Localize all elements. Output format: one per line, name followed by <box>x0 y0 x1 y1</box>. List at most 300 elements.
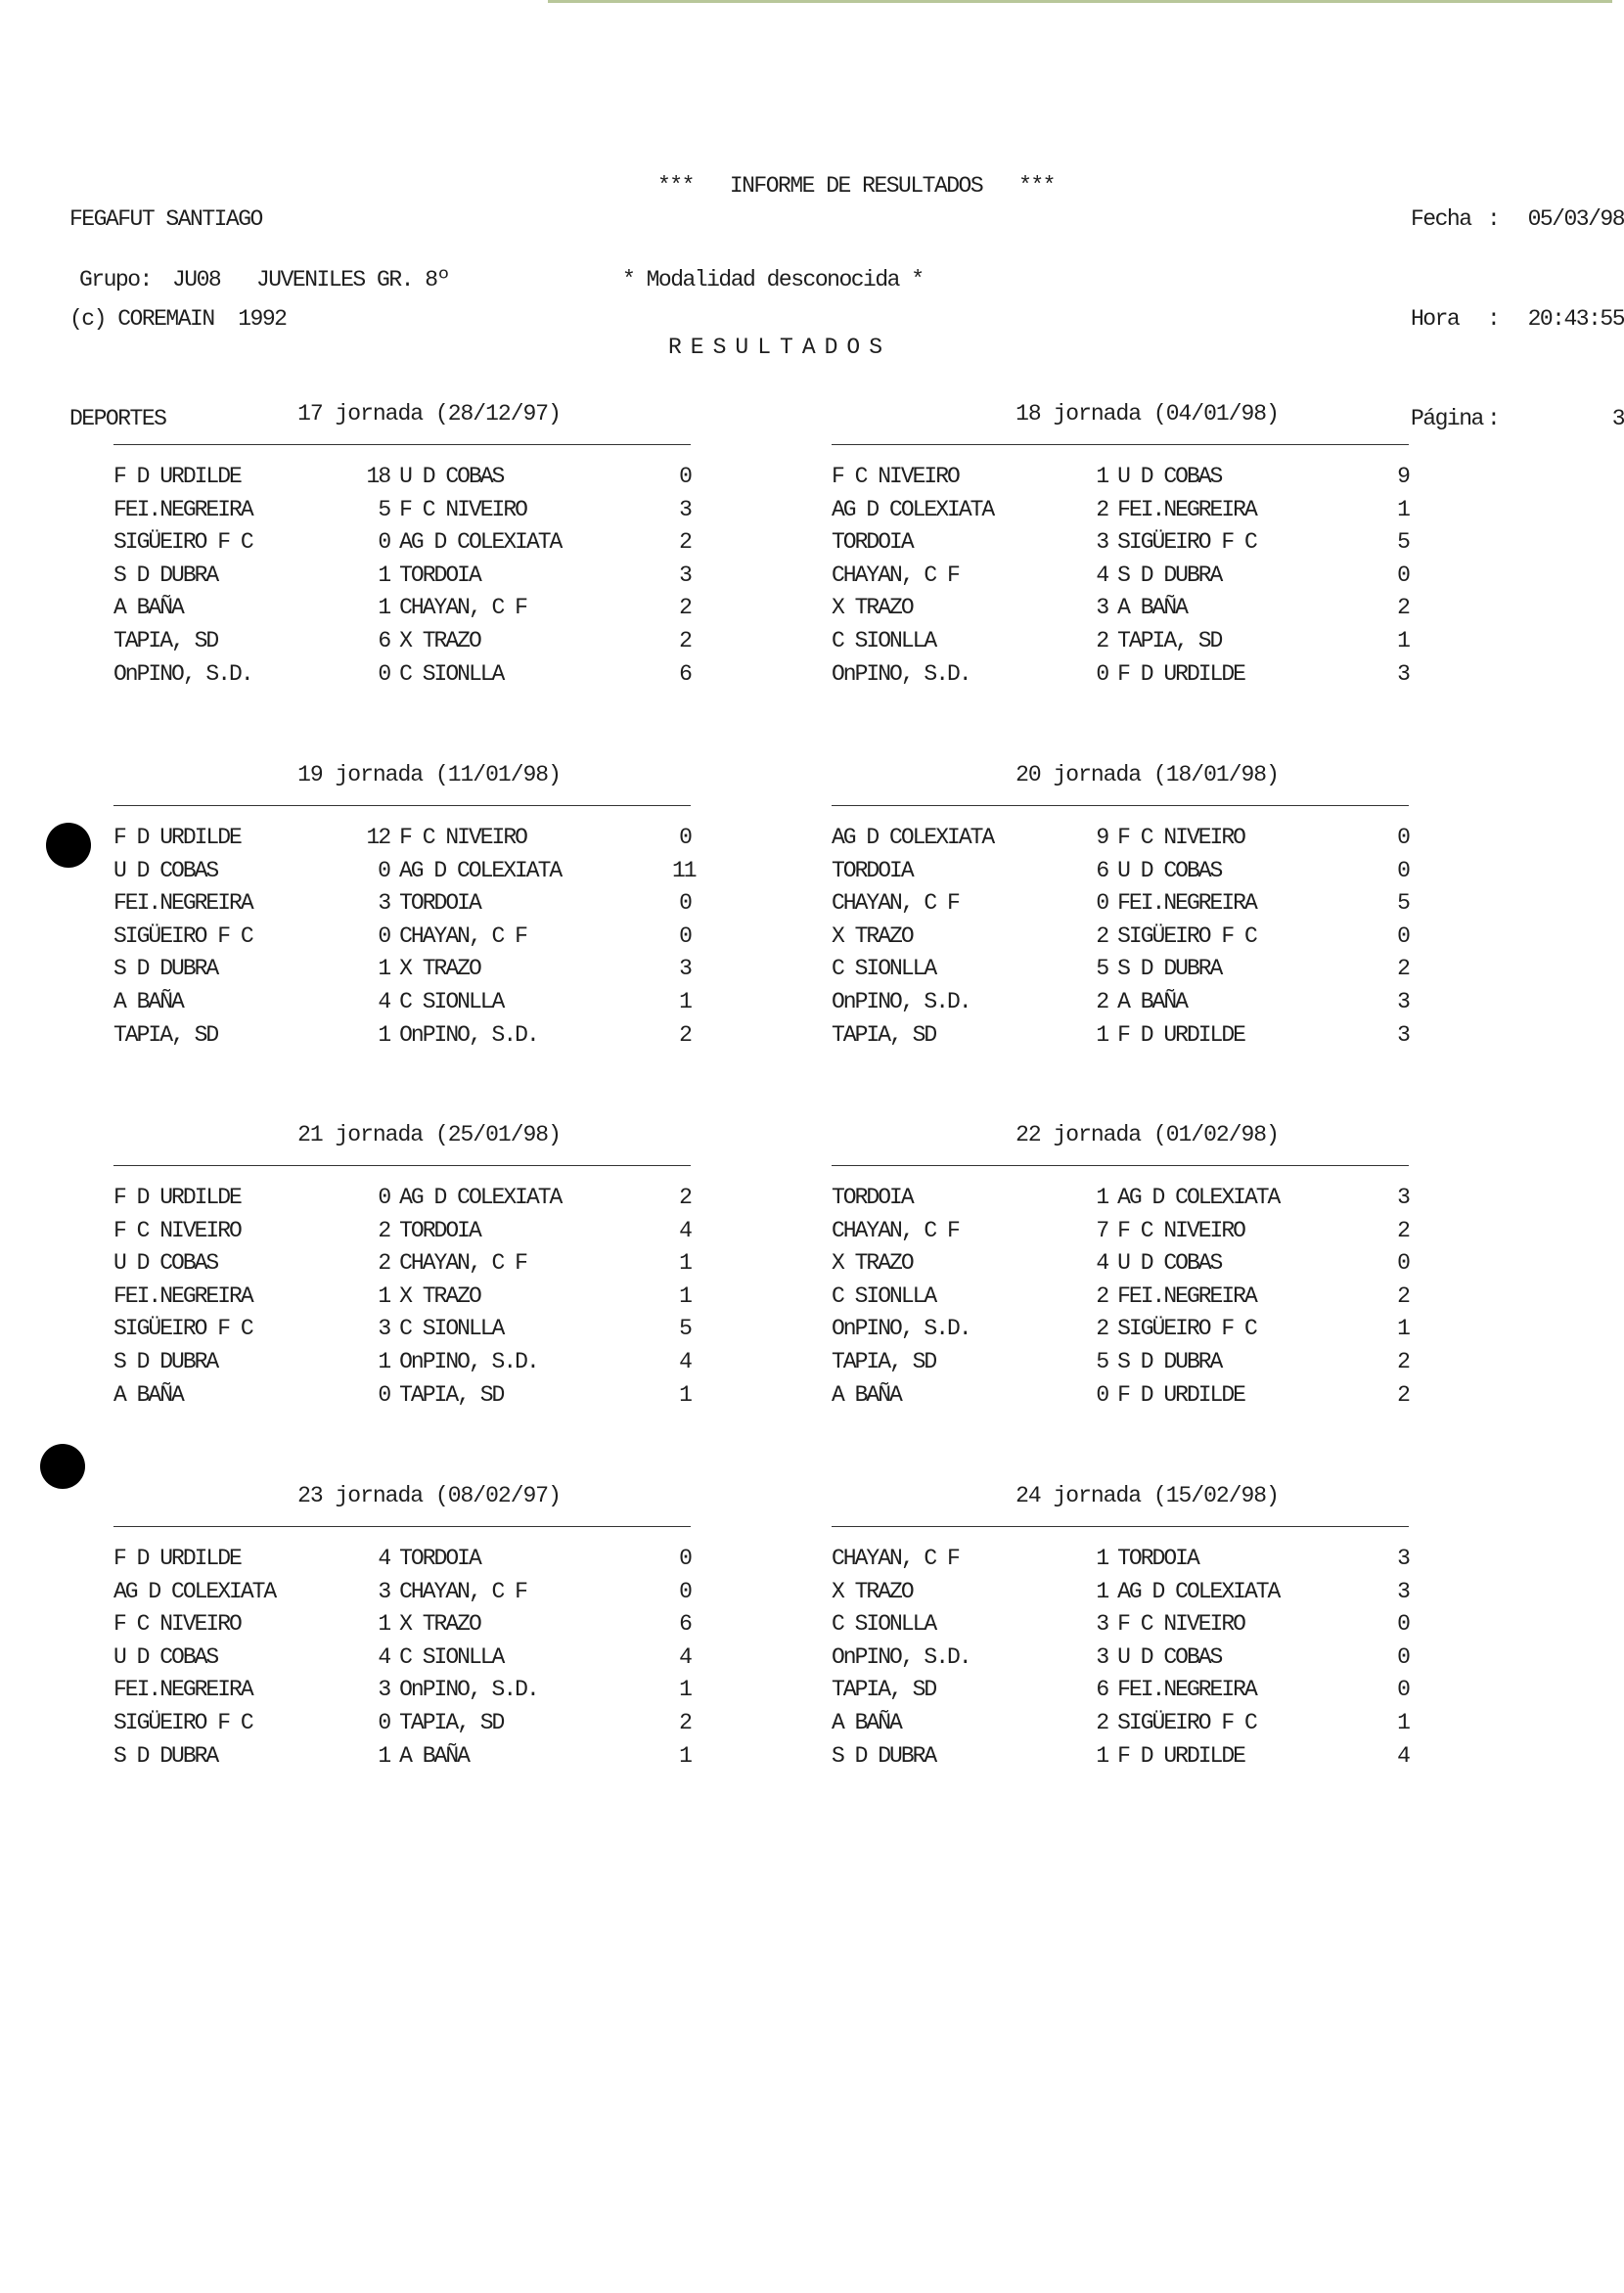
punch-hole <box>46 823 91 868</box>
away-team: TORDOIA <box>1117 1546 1198 1571</box>
away-score: 2 <box>679 627 691 653</box>
home-team: FEI.NEGREIRA <box>113 890 252 917</box>
home-score: 2 <box>1096 988 1108 1014</box>
match-row <box>832 526 1409 560</box>
home-team: C SIONLLA <box>832 627 936 653</box>
home-score: 6 <box>1096 857 1108 883</box>
home-score: 1 <box>378 595 390 621</box>
round-title: 22 jornada (01/02/98) <box>1015 1122 1279 1147</box>
away-team: C SIONLLA <box>399 1643 504 1670</box>
home-score: 0 <box>1096 1381 1108 1408</box>
home-score: 1 <box>1096 1021 1108 1048</box>
round-divider <box>832 1526 1409 1527</box>
away-team: SIGÜEIRO F C <box>1117 529 1256 556</box>
meta-separator: : <box>1487 206 1500 232</box>
match-row <box>832 887 1409 921</box>
home-score: 0 <box>378 857 389 883</box>
away-team: TAPIA, SD <box>399 1381 504 1408</box>
round-block <box>113 1118 691 1412</box>
home-score: 6 <box>1096 1677 1108 1703</box>
home-team: F C NIVEIRO <box>832 464 959 489</box>
match-row <box>113 1707 691 1740</box>
match-row <box>113 986 691 1019</box>
home-score: 0 <box>378 529 390 556</box>
home-score: 0 <box>378 1709 390 1735</box>
home-score: 4 <box>378 1546 390 1571</box>
modality-note: * Modalidad desconocida * <box>622 267 924 292</box>
home-team: C SIONLLA <box>832 956 936 982</box>
home-score: 4 <box>1096 562 1108 588</box>
round-block <box>113 397 691 691</box>
away-score: 2 <box>1397 1348 1409 1374</box>
away-score: 4 <box>679 1348 691 1374</box>
away-score: 3 <box>1397 1546 1409 1571</box>
home-team: CHAYAN, C F <box>832 562 959 588</box>
match-row <box>113 592 691 625</box>
home-score: 1 <box>378 1282 390 1309</box>
home-score: 2 <box>1096 1282 1108 1309</box>
match-row <box>113 1608 691 1641</box>
away-team: U D COBAS <box>1117 464 1222 489</box>
group-code: JU08 <box>172 267 221 292</box>
away-score: 0 <box>1397 562 1409 588</box>
away-team: CHAYAN, C F <box>399 595 526 621</box>
round-divider <box>113 1526 691 1527</box>
round-divider <box>832 444 1409 445</box>
away-score: 11 <box>672 857 696 883</box>
round-block <box>113 1479 691 1773</box>
round-block <box>832 1479 1409 1773</box>
match-row <box>832 1247 1409 1281</box>
home-score: 2 <box>1096 922 1108 949</box>
away-team: C SIONLLA <box>399 1316 504 1342</box>
meta-time-value: 20:43:55 <box>1527 306 1624 332</box>
away-score: 6 <box>679 1611 691 1638</box>
away-score: 1 <box>1397 1316 1409 1342</box>
away-score: 6 <box>679 660 691 687</box>
home-score: 3 <box>378 1578 390 1604</box>
away-score: 5 <box>679 1316 691 1342</box>
away-score: 4 <box>679 1217 691 1243</box>
away-team: OnPINO, S.D. <box>399 1021 538 1048</box>
home-score: 9 <box>1096 825 1108 850</box>
away-team: TORDOIA <box>399 1217 480 1243</box>
away-team: OnPINO, S.D. <box>399 1677 538 1703</box>
home-team: A BAÑA <box>113 988 183 1014</box>
home-score: 4 <box>1096 1250 1108 1277</box>
match-row <box>832 625 1409 658</box>
home-score: 1 <box>1096 1185 1108 1210</box>
home-score: 3 <box>1096 1611 1108 1638</box>
match-row <box>832 560 1409 593</box>
away-team: TORDOIA <box>399 1546 480 1571</box>
away-team: F C NIVEIRO <box>1117 1611 1244 1638</box>
away-score: 0 <box>1397 825 1409 850</box>
away-team: F D URDILDE <box>1117 660 1244 687</box>
round-divider <box>832 805 1409 806</box>
away-score: 1 <box>1397 496 1409 522</box>
away-team: CHAYAN, C F <box>399 1578 526 1604</box>
meta-page-label: Página <box>1411 406 1483 431</box>
away-score: 1 <box>679 1250 691 1277</box>
home-score: 18 <box>366 464 390 489</box>
away-score: 1 <box>1397 1709 1409 1735</box>
away-team: SIGÜEIRO F C <box>1117 1316 1256 1342</box>
home-team: FEI.NEGREIRA <box>113 496 252 522</box>
match-row <box>113 1674 691 1707</box>
away-team: F C NIVEIRO <box>399 825 526 850</box>
away-team: AG D COLEXIATA <box>1117 1578 1280 1604</box>
match-row <box>832 1740 1409 1774</box>
home-score: 3 <box>1096 529 1108 556</box>
away-team: F D URDILDE <box>1117 1021 1244 1048</box>
scan-edge-line <box>548 0 1612 3</box>
home-team: S D DUBRA <box>832 1742 936 1769</box>
round-title: 19 jornada (11/01/98) <box>297 762 561 787</box>
round-title: 21 jornada (25/01/98) <box>297 1122 561 1147</box>
match-row <box>113 1019 691 1053</box>
home-team: SIGÜEIRO F C <box>113 922 252 949</box>
home-score: 0 <box>1096 890 1108 917</box>
group-name: JUVENILES GR. 8º <box>256 267 449 292</box>
home-team: CHAYAN, C F <box>832 1217 959 1243</box>
away-score: 0 <box>1397 1250 1409 1277</box>
round-divider <box>113 805 691 806</box>
away-team: C SIONLLA <box>399 988 504 1014</box>
home-score: 2 <box>1096 1709 1108 1735</box>
home-score: 2 <box>1096 1316 1108 1342</box>
away-score: 2 <box>1397 595 1409 621</box>
match-row <box>113 560 691 593</box>
home-team: C SIONLLA <box>832 1282 936 1309</box>
home-team: X TRAZO <box>832 1250 913 1277</box>
home-team: TAPIA, SD <box>113 1021 218 1048</box>
meta-date-label: Fecha <box>1411 206 1471 232</box>
away-score: 5 <box>1397 890 1409 917</box>
home-team: F C NIVEIRO <box>113 1611 241 1638</box>
match-row <box>832 1346 1409 1379</box>
away-team: F D URDILDE <box>1117 1381 1244 1408</box>
home-score: 3 <box>378 1677 390 1703</box>
round-block <box>832 397 1409 691</box>
away-score: 1 <box>679 1282 691 1309</box>
away-score: 1 <box>1397 627 1409 653</box>
away-team: U D COBAS <box>399 464 504 489</box>
match-row <box>832 1576 1409 1609</box>
home-team: F D URDILDE <box>113 1185 241 1210</box>
away-score: 2 <box>679 1185 691 1210</box>
home-team: S D DUBRA <box>113 1742 218 1769</box>
home-team: TORDOIA <box>832 857 913 883</box>
away-score: 0 <box>1397 1643 1409 1670</box>
home-score: 4 <box>378 988 390 1014</box>
home-score: 1 <box>378 1348 390 1374</box>
match-row <box>832 855 1409 888</box>
away-team: AG D COLEXIATA <box>399 1185 562 1210</box>
home-score: 2 <box>378 1217 390 1243</box>
away-score: 3 <box>679 496 691 522</box>
meta-page-value: 3 <box>1611 406 1624 431</box>
home-score: 0 <box>378 1381 390 1408</box>
away-score: 0 <box>1397 1611 1409 1638</box>
round-block <box>113 758 696 1052</box>
away-score: 2 <box>679 529 691 556</box>
home-team: OnPINO, S.D. <box>832 1316 970 1342</box>
home-team: OnPINO, S.D. <box>832 988 970 1014</box>
home-team: AG D COLEXIATA <box>113 1578 276 1604</box>
match-row <box>832 1215 1409 1248</box>
home-team: F D URDILDE <box>113 464 241 489</box>
away-team: FEI.NEGREIRA <box>1117 890 1256 917</box>
meta-date-value: 05/03/98 <box>1527 206 1624 232</box>
home-score: 5 <box>1096 956 1108 982</box>
match-row <box>832 1608 1409 1641</box>
match-row <box>113 887 691 921</box>
away-score: 0 <box>1397 857 1409 883</box>
home-score: 1 <box>1096 464 1108 489</box>
home-team: F D URDILDE <box>113 825 241 850</box>
away-team: AG D COLEXIATA <box>399 529 562 556</box>
home-team: F C NIVEIRO <box>113 1217 241 1243</box>
home-team: TAPIA, SD <box>832 1348 936 1374</box>
home-team: OnPINO, S.D. <box>113 660 252 687</box>
away-team: U D COBAS <box>1117 857 1222 883</box>
match-row <box>832 1182 1409 1215</box>
away-score: 1 <box>679 988 691 1014</box>
home-team: U D COBAS <box>113 857 218 883</box>
home-score: 6 <box>378 627 390 653</box>
away-score: 0 <box>679 825 691 850</box>
punch-hole <box>40 1444 85 1489</box>
home-team: AG D COLEXIATA <box>832 496 994 522</box>
match-row <box>832 986 1409 1019</box>
meta-separator: : <box>1487 306 1500 332</box>
home-score: 1 <box>378 1021 390 1048</box>
away-score: 0 <box>679 922 691 949</box>
home-score: 1 <box>378 1742 390 1769</box>
round-divider <box>113 1165 691 1166</box>
match-row <box>832 1019 1409 1053</box>
home-team: U D COBAS <box>113 1643 218 1670</box>
section-title: RESULTADOS <box>668 335 892 360</box>
home-team: SIGÜEIRO F C <box>113 529 252 556</box>
match-row <box>832 1641 1409 1675</box>
away-score: 2 <box>1397 956 1409 982</box>
away-team: TORDOIA <box>399 562 480 588</box>
away-team: AG D COLEXIATA <box>1117 1185 1280 1210</box>
round-title: 20 jornada (18/01/98) <box>1015 762 1279 787</box>
away-score: 3 <box>1397 1021 1409 1048</box>
away-team: X TRAZO <box>399 1282 480 1309</box>
home-score: 5 <box>378 496 390 522</box>
home-score: 7 <box>1096 1217 1108 1243</box>
away-team: S D DUBRA <box>1117 562 1222 588</box>
match-row <box>832 822 1409 855</box>
away-score: 9 <box>1397 464 1409 489</box>
match-row <box>113 921 691 954</box>
match-row <box>113 1641 691 1675</box>
home-score: 5 <box>1096 1348 1108 1374</box>
home-team: OnPINO, S.D. <box>832 1643 970 1670</box>
home-team: TAPIA, SD <box>113 627 218 653</box>
home-score: 0 <box>1096 660 1108 687</box>
away-team: A BAÑA <box>1117 988 1187 1014</box>
away-team: F C NIVEIRO <box>1117 1217 1244 1243</box>
home-score: 1 <box>1096 1742 1108 1769</box>
away-score: 3 <box>1397 660 1409 687</box>
away-team: AG D COLEXIATA <box>398 857 562 883</box>
away-score: 4 <box>679 1643 691 1670</box>
match-row <box>113 1215 691 1248</box>
home-score: 3 <box>1096 1643 1108 1670</box>
match-row <box>113 1576 691 1609</box>
home-team: CHAYAN, C F <box>832 1546 959 1571</box>
away-team: CHAYAN, C F <box>399 922 526 949</box>
away-team: S D DUBRA <box>1117 1348 1222 1374</box>
away-team: FEI.NEGREIRA <box>1117 1282 1256 1309</box>
home-team: X TRAZO <box>832 1578 913 1604</box>
home-score: 4 <box>378 1643 390 1670</box>
away-team: C SIONLLA <box>399 660 504 687</box>
round-divider <box>832 1165 1409 1166</box>
home-team: A BAÑA <box>113 1381 183 1408</box>
home-score: 0 <box>378 660 390 687</box>
away-score: 2 <box>679 595 691 621</box>
home-team: A BAÑA <box>113 595 183 621</box>
home-team: TORDOIA <box>832 529 913 556</box>
home-team: OnPINO, S.D. <box>832 660 970 687</box>
match-row <box>113 625 691 658</box>
match-row <box>113 1313 691 1346</box>
match-row <box>113 1346 691 1379</box>
home-score: 3 <box>378 1316 390 1342</box>
home-score: 0 <box>378 922 390 949</box>
away-score: 4 <box>1397 1742 1409 1769</box>
report-meta <box>1411 136 1624 469</box>
away-score: 3 <box>1397 1578 1409 1604</box>
away-team: SIGÜEIRO F C <box>1117 922 1256 949</box>
home-team: CHAYAN, C F <box>832 890 959 917</box>
match-row <box>113 1379 691 1413</box>
meta-page <box>1411 402 1624 435</box>
group-label: Grupo: <box>79 267 152 292</box>
away-score: 2 <box>679 1021 691 1048</box>
round-title: 17 jornada (28/12/97) <box>297 401 561 427</box>
away-team: X TRAZO <box>399 627 480 653</box>
home-team: X TRAZO <box>832 922 913 949</box>
match-row <box>113 822 691 855</box>
away-score: 3 <box>679 562 691 588</box>
match-row <box>113 953 691 986</box>
away-score: 5 <box>1397 529 1409 556</box>
match-row <box>832 461 1409 494</box>
home-team: TAPIA, SD <box>832 1021 936 1048</box>
home-score: 1 <box>378 956 390 982</box>
home-score: 0 <box>378 1185 390 1210</box>
home-team: FEI.NEGREIRA <box>113 1282 252 1309</box>
home-score: 2 <box>1096 627 1108 653</box>
away-score: 1 <box>679 1381 691 1408</box>
home-team: TAPIA, SD <box>832 1677 936 1703</box>
home-score: 2 <box>1096 496 1108 522</box>
home-team: AG D COLEXIATA <box>832 825 994 850</box>
round-block <box>832 758 1409 1052</box>
match-row <box>832 953 1409 986</box>
round-block <box>832 1118 1409 1412</box>
home-team: F D URDILDE <box>113 1546 241 1571</box>
home-score: 3 <box>1096 595 1108 621</box>
match-row <box>832 658 1409 692</box>
away-score: 2 <box>1397 1217 1409 1243</box>
away-team: CHAYAN, C F <box>399 1250 526 1277</box>
away-score: 2 <box>1397 1381 1409 1408</box>
match-row <box>832 1313 1409 1346</box>
round-title: 24 jornada (15/02/98) <box>1015 1483 1279 1508</box>
home-team: TORDOIA <box>832 1185 913 1210</box>
match-row <box>832 592 1409 625</box>
round-title: 23 jornada (08/02/97) <box>297 1483 561 1508</box>
organization-name: FEGAFUT SANTIAGO <box>69 206 262 232</box>
match-row <box>113 1281 691 1314</box>
home-team: SIGÜEIRO F C <box>113 1316 252 1342</box>
round-title: 18 jornada (04/01/98) <box>1015 401 1279 427</box>
away-score: 1 <box>679 1742 691 1769</box>
match-row <box>113 461 691 494</box>
home-team: S D DUBRA <box>113 956 218 982</box>
match-row <box>832 921 1409 954</box>
match-row <box>832 1543 1409 1576</box>
away-score: 0 <box>1397 1677 1409 1703</box>
away-team: F C NIVEIRO <box>1117 825 1244 850</box>
match-row <box>832 1379 1409 1413</box>
away-team: OnPINO, S.D. <box>399 1348 538 1374</box>
away-score: 0 <box>679 890 691 917</box>
home-team: C SIONLLA <box>832 1611 936 1638</box>
away-team: A BAÑA <box>399 1742 469 1769</box>
home-team: SIGÜEIRO F C <box>113 1709 252 1735</box>
away-team: A BAÑA <box>1117 595 1187 621</box>
away-team: FEI.NEGREIRA <box>1117 1677 1256 1703</box>
match-row <box>832 494 1409 527</box>
away-team: U D COBAS <box>1117 1643 1222 1670</box>
away-team: X TRAZO <box>399 956 480 982</box>
meta-separator: : <box>1487 406 1500 431</box>
away-score: 1 <box>679 1677 691 1703</box>
away-team: SIGÜEIRO F C <box>1117 1709 1256 1735</box>
home-team: S D DUBRA <box>113 1348 218 1374</box>
away-score: 3 <box>1397 988 1409 1014</box>
away-score: 0 <box>679 1546 691 1571</box>
away-score: 3 <box>679 956 691 982</box>
away-team: U D COBAS <box>1117 1250 1222 1277</box>
away-team: F C NIVEIRO <box>399 496 526 522</box>
copyright-line: (c) COREMAIN 1992 <box>69 306 287 332</box>
away-score: 0 <box>679 1578 691 1604</box>
away-score: 3 <box>1397 1185 1409 1210</box>
home-team: A BAÑA <box>832 1709 901 1735</box>
home-team: FEI.NEGREIRA <box>113 1677 252 1703</box>
home-score: 2 <box>378 1250 390 1277</box>
away-team: S D DUBRA <box>1117 956 1222 982</box>
away-score: 2 <box>1397 1282 1409 1309</box>
away-team: TAPIA, SD <box>1117 627 1222 653</box>
away-score: 0 <box>1397 922 1409 949</box>
match-row <box>113 494 691 527</box>
home-score: 1 <box>378 1611 390 1638</box>
home-team: X TRAZO <box>832 595 913 621</box>
away-team: F D URDILDE <box>1117 1742 1244 1769</box>
meta-time-label: Hora <box>1411 306 1460 332</box>
